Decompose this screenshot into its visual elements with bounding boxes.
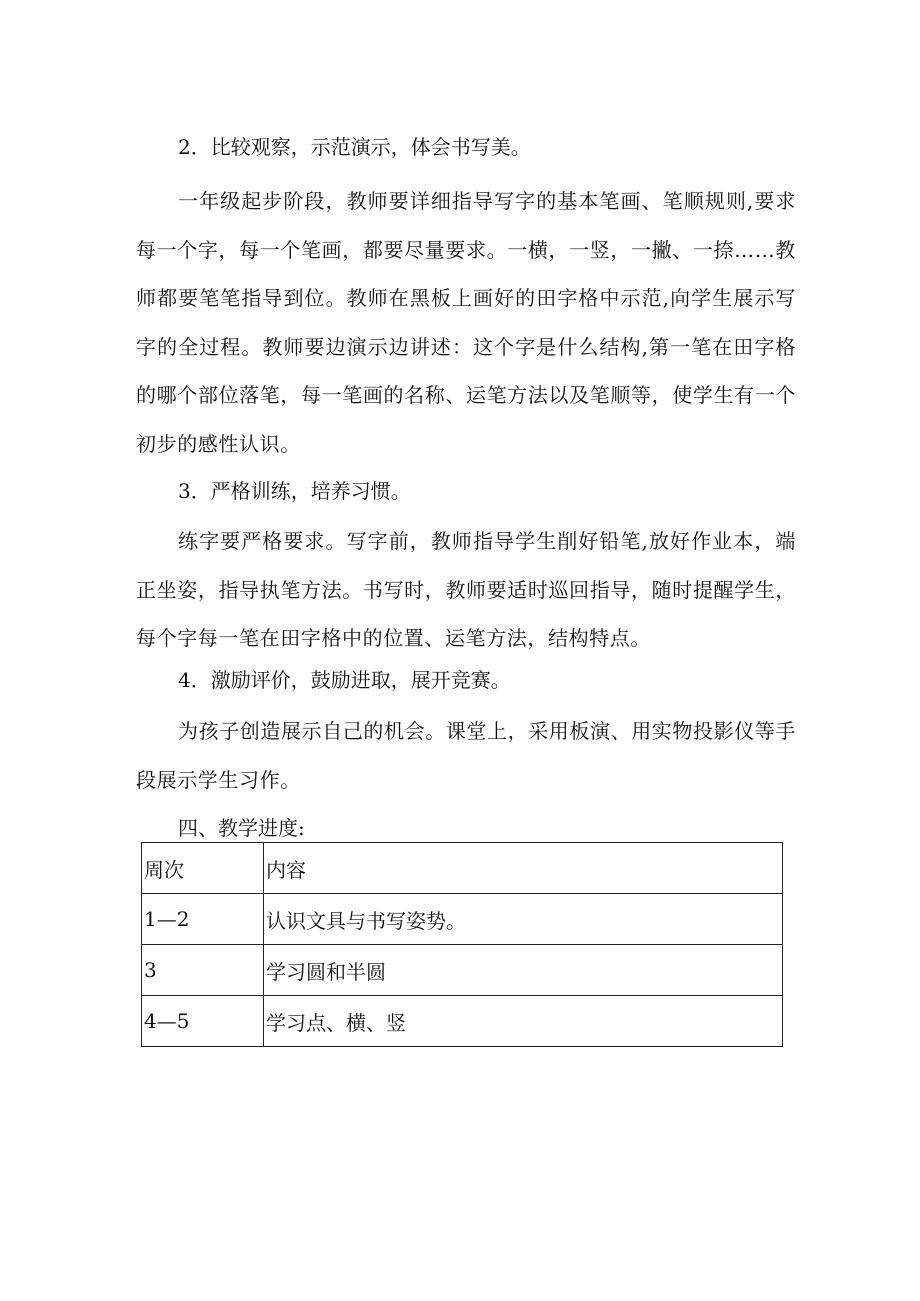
- section-paragraph-4: 为孩子创造展示自己的机会。课堂上，采用板演、用实物投影仪等手段展示学生习作。: [136, 719, 796, 792]
- teaching-progress-title: 四、教学进度:: [178, 816, 305, 840]
- table-cell-week: 4—5: [142, 996, 264, 1047]
- table-cell-content: 学习圆和半圆: [264, 945, 783, 996]
- section-heading-4: 4．激励评价，鼓励进取，展开竞赛。: [178, 668, 511, 692]
- section-paragraph-3: 练字要严格要求。写字前，教师指导学生削好铅笔,放好作业本，端正坐姿，指导执笔方法。书写时，教师要适时巡回指导，随时提醒学生，每个字每一笔在田字格中的位置、运笔方法，结构特点。: [136, 529, 796, 651]
- header-cell-content: 内容: [264, 843, 783, 894]
- table-cell-week: 1—2: [142, 894, 264, 945]
- section-heading-3: 3．严格训练，培养习惯。: [178, 479, 411, 503]
- section-paragraph-2: 一年级起步阶段，教师要详细指导写字的基本笔画、笔顺规则,要求每一个字，每一个笔画，都要尽量要求。一横，一竖，一撇、一捺……教师都要笔笔指导到位。教师在黑板上画好的田字格中示范,向学生展示写字的全过程。教师要边演示边讲述：这个字是什么结构,第一笔在田字格的哪个部位落笔，每一笔画的名称、运笔方法以及笔顺等，使学生有一个初步的感性认识。: [136, 189, 796, 456]
- table-header-row: [142, 843, 783, 894]
- teaching-progress-table: [141, 842, 783, 1047]
- table-cell-week: 3: [142, 945, 264, 996]
- table-row: [142, 945, 783, 996]
- table-cell-content: 认识文具与书写姿势。: [264, 894, 783, 945]
- table-cell-content: 学习点、横、竖: [264, 996, 783, 1047]
- table-row: [142, 996, 783, 1047]
- section-heading-2: 2．比较观察，示范演示，体会书写美。: [178, 135, 531, 159]
- table-row: [142, 894, 783, 945]
- header-cell-week: 周次: [142, 843, 264, 894]
